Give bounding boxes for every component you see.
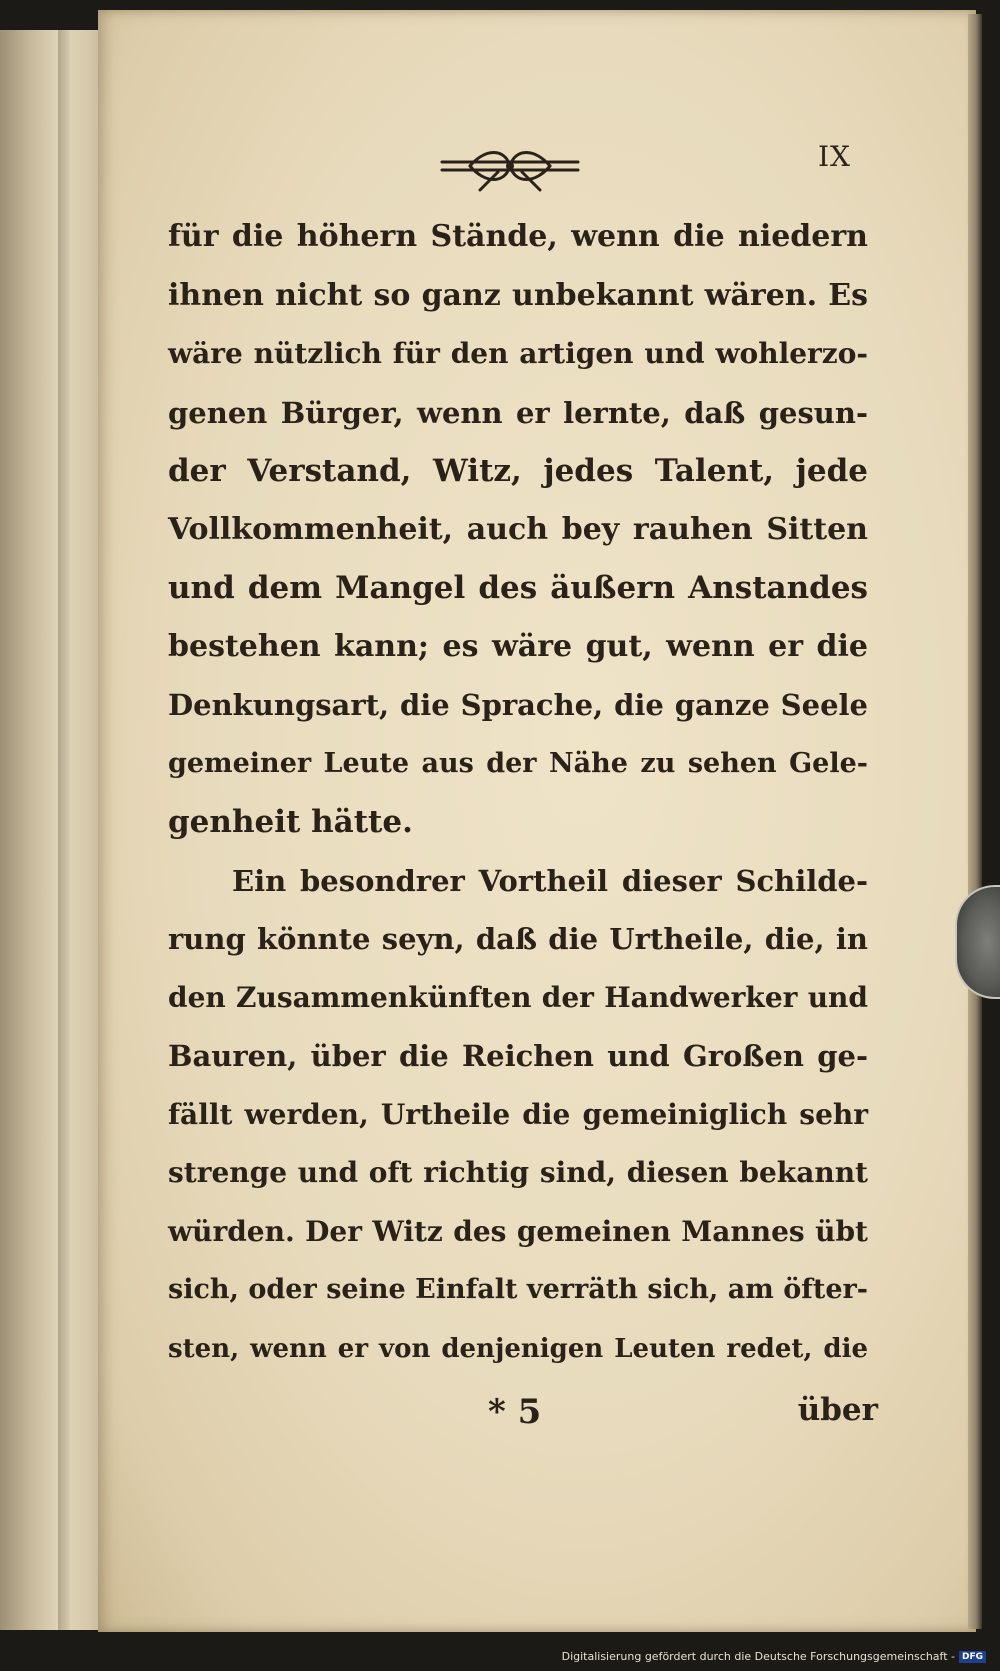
credit-text: Digitalisierung gefördert durch die Deutsche Forschungsgemeinschaft - — [561, 1650, 955, 1663]
paragraph-first-line: Ein besondrer Vortheil dieser Schilde- — [232, 863, 868, 898]
book-gutter — [58, 30, 70, 1630]
text-line: rung könnte seyn, daß die Urtheile, die, in — [168, 922, 868, 956]
text-line: ihnen nicht so ganz unbekannt wären. Es — [168, 277, 868, 313]
signature-mark: * 5 — [488, 1392, 542, 1432]
text-line: würden. Der Witz des gemeinen Mannes übt — [168, 1214, 868, 1248]
text-line: den Zusammenkünften der Handwerker und — [168, 980, 868, 1014]
text-line: genheit hätte. — [168, 804, 413, 840]
page-footer — [168, 1392, 878, 1442]
text-line: Vollkommenheit, auch bey rauhen Sitten — [168, 511, 868, 547]
text-line: gemeiner Leute aus der Nähe zu sehen Gele- — [168, 747, 868, 779]
catchword: über — [797, 1392, 878, 1428]
text-line: genen Bürger, wenn er lernte, daß gesun- — [168, 395, 868, 430]
text-line: sten, wenn er von denjenigen Leuten redet, die — [168, 1333, 868, 1364]
text-line: bestehen kann; es wäre gut, wenn er die — [168, 628, 868, 664]
thumb-clip — [955, 885, 1000, 999]
page-body-text — [168, 208, 868, 1378]
page-number: IX — [818, 140, 851, 173]
header-ornament-icon — [440, 142, 580, 194]
previous-page-edge — [0, 30, 110, 1630]
text-line: Denkungsart, die Sprache, die ganze Seele — [168, 688, 868, 722]
dfg-logo-icon: DFG — [959, 1651, 986, 1663]
page-fore-edge — [968, 14, 982, 1629]
digitization-credit — [558, 1648, 990, 1665]
text-line: für die höhern Stände, wenn die niedern — [168, 219, 868, 254]
text-line: sich, oder seine Einfalt verräth sich, am öfter- — [168, 1274, 868, 1305]
text-line: und dem Mangel des äußern Anstandes — [168, 570, 868, 606]
text-line: wäre nützlich für den artigen und wohlerzo- — [168, 337, 868, 370]
text-line: der Verstand, Witz, jedes Talent, jede — [168, 453, 868, 489]
text-line: Bauren, über die Reichen und Großen ge- — [168, 1039, 868, 1073]
text-line: strenge und oft richtig sind, diesen bekannt — [168, 1156, 868, 1189]
text-line: fällt werden, Urtheile die gemeiniglich sehr — [168, 1097, 868, 1131]
